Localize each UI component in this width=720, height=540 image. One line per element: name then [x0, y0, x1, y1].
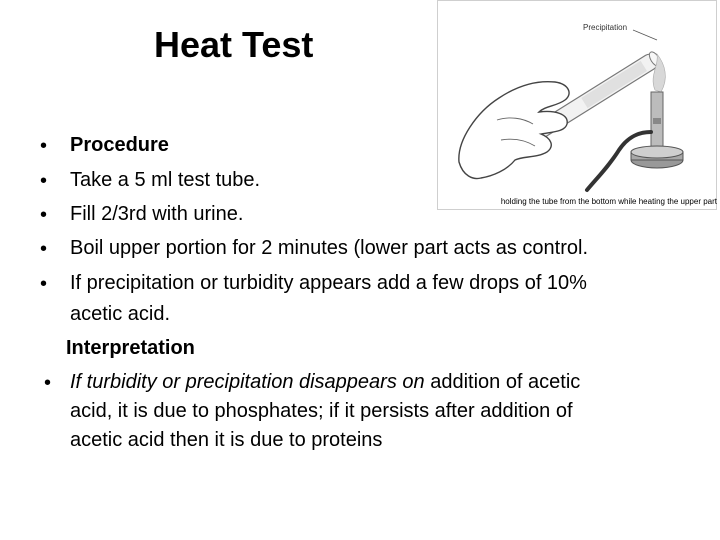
procedure-step-4-line-2: acetic acid.	[70, 303, 171, 325]
interpretation-line-2: acid, it is due to phosphates; if it persists after addition of	[70, 400, 573, 422]
illustration-caption: holding the tube from the bottom while heating the upper part	[500, 197, 717, 206]
interpretation-line-1-rest: addition of acetic	[424, 371, 581, 393]
slide-title: Heat Test	[154, 24, 314, 65]
interpretation-line-1	[70, 369, 580, 395]
bullet-glyph: •	[40, 238, 48, 260]
procedure-step-3: Boil upper portion for 2 minutes (lower part acts as control.	[70, 237, 589, 259]
procedure-step-2: Fill 2/3rd with urine.	[70, 203, 244, 225]
interpretation-heading: Interpretation	[66, 337, 195, 359]
interpretation-italic-text: If turbidity or precipitation disappears on	[70, 371, 425, 393]
bullet-glyph: •	[44, 372, 52, 394]
precipitation-label: Precipitation	[583, 23, 628, 32]
procedure-step-1: Take a 5 ml test tube.	[70, 169, 261, 191]
bullet-glyph: •	[40, 204, 48, 226]
procedure-heading: Procedure	[70, 134, 169, 156]
procedure-step-4-line-1: If precipitation or turbidity appears add a few drops of 10%	[70, 272, 587, 294]
bullet-glyph: •	[40, 170, 48, 192]
bullet-glyph: •	[40, 273, 48, 295]
interpretation-line-3: acetic acid then it is due to proteins	[70, 429, 383, 451]
bullet-glyph: •	[40, 135, 48, 157]
